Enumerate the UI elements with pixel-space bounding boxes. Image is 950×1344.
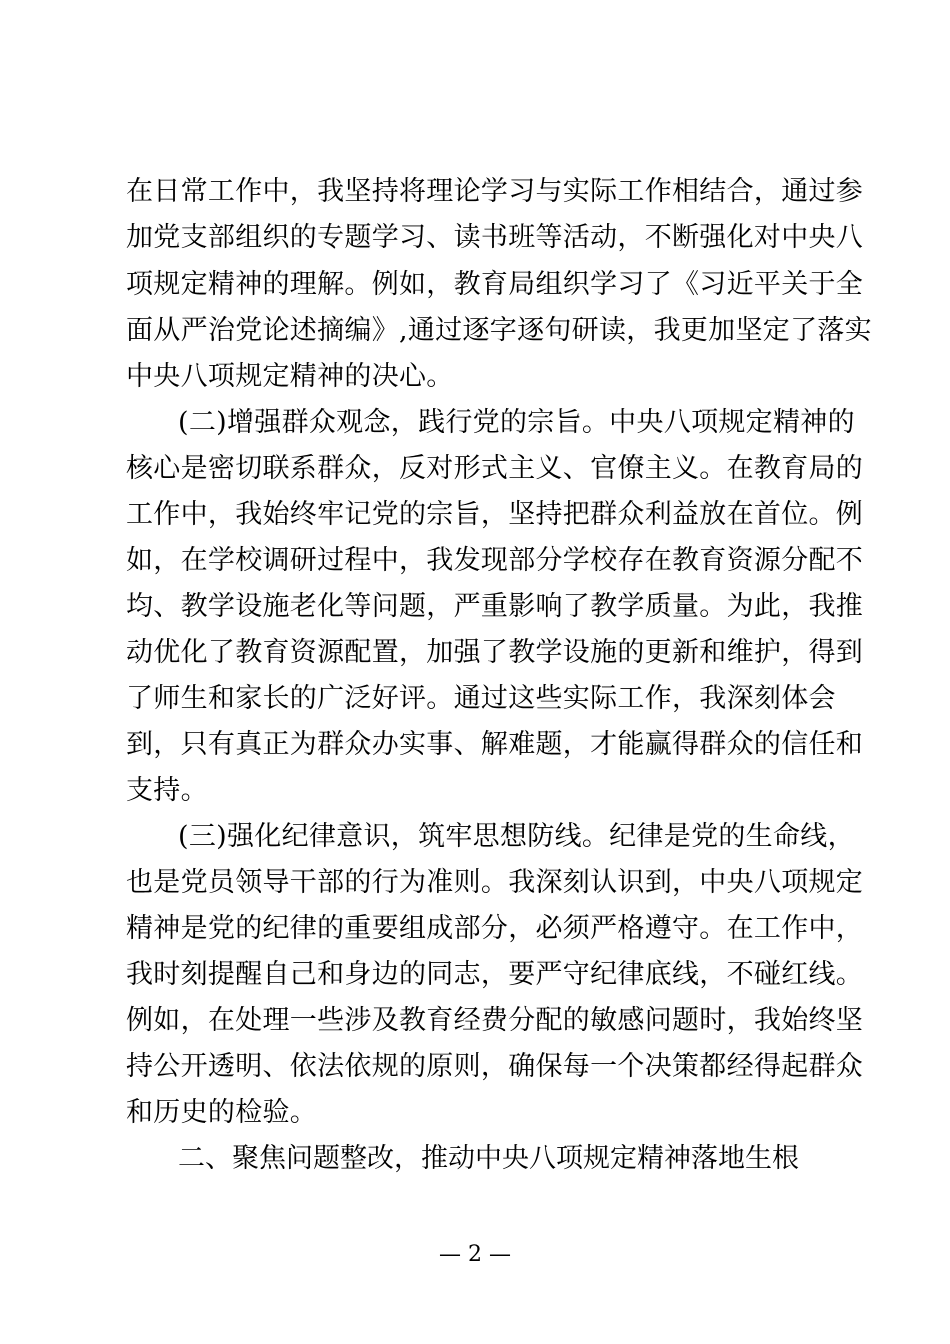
paragraph-line: 我时刻提醒自己和身边的同志，要严守纪律底线，不碰红线。 [126,959,864,990]
paragraph-line: 如，在学校调研过程中，我发现部分学校存在教育资源分配不 [126,545,864,576]
section-heading: 二、聚焦问题整改，推动中央八项规定精神落地生根 [178,1143,799,1174]
paragraph-line: 工作中，我始终牢记党的宗旨，坚持把群众利益放在首位。例 [126,499,864,530]
paragraph-line: 中央八项规定精神的决心。 [126,361,454,392]
paragraph-line: 精神是党的纪律的重要组成部分，必须严格遵守。在工作中， [126,913,864,944]
paragraph-line: 例如，在处理一些涉及教育经费分配的敏感问题时，我始终坚 [126,1005,864,1036]
page-number: — 2 — [439,1242,511,1267]
paragraph-line: 面从严治党论述摘编》,通过逐字逐句研读，我更加坚定了落实 [126,315,872,346]
paragraph-line: 支持。 [126,775,208,806]
paragraph-line: 和历史的检验。 [126,1097,318,1128]
paragraph-line: 在日常工作中，我坚持将理论学习与实际工作相结合，通过参 [126,176,864,207]
paragraph-line: (三)强化纪律意识，筑牢思想防线。纪律是党的生命线， [178,821,855,852]
paragraph-line: 持公开透明、依法依规的原则，确保每一个决策都经得起群众 [126,1051,864,1082]
paragraph-line: 加党支部组织的专题学习、读书班等活动，不断强化对中央八 [126,222,864,253]
paragraph-line: 动优化了教育资源配置，加强了教学设施的更新和维护，得到 [126,637,864,668]
paragraph-line: 了师生和家长的广泛好评。通过这些实际工作，我深刻体会 [126,683,836,714]
paragraph-line: 核心是密切联系群众，反对形式主义、官僚主义。在教育局的 [126,453,864,484]
paragraph-line: (二)增强群众观念，践行党的宗旨。中央八项规定精神的 [178,407,855,438]
paragraph-line: 到，只有真正为群众办实事、解难题，才能赢得群众的信任和 [126,729,864,760]
paragraph-line: 也是党员领导干部的行为准则。我深刻认识到，中央八项规定 [126,867,864,898]
paragraph-line: 均、教学设施老化等问题，严重影响了教学质量。为此，我推 [126,591,864,622]
paragraph-line: 项规定精神的理解。例如，教育局组织学习了《习近平关于全 [126,269,864,300]
